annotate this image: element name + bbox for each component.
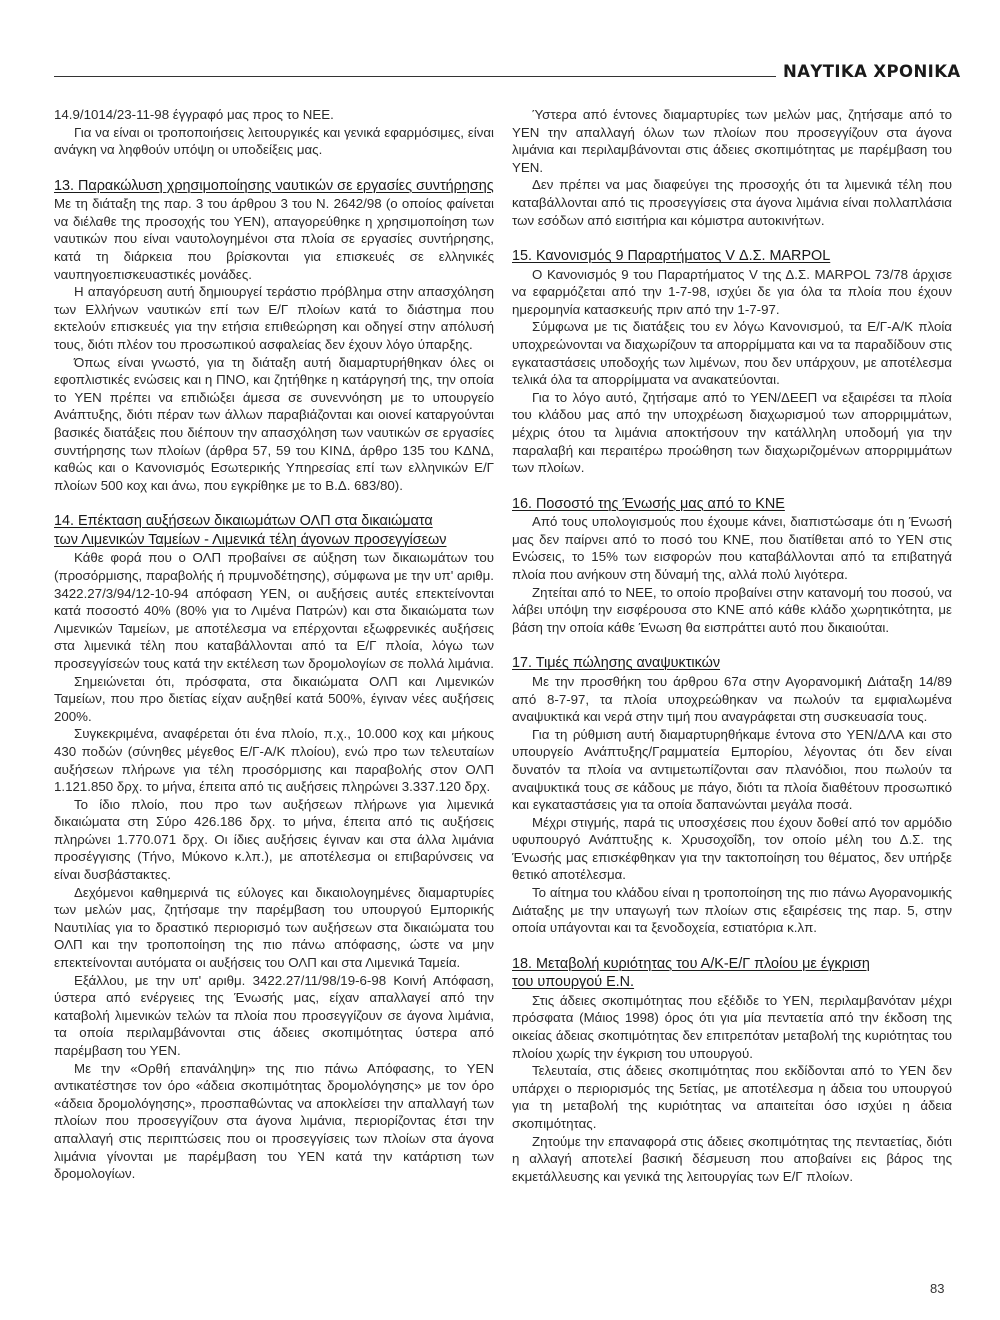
section-13-heading: 13. Παρακώλυση χρησιμοποίησης ναυτικών σε εργασίες συντήρησης (54, 177, 494, 194)
section-17-paragraph: Το αίτημα του κλάδου είναι η τροποποίηση της πιο πάνω Αγορανομικής Διάταξης με την υπαγωγή των πλοίων στις εξαιρέσεις της παρ. 5, στην οποία υπάγονται και τα ξενοδοχεία, εστιατόρια κ.λπ. (512, 885, 952, 936)
section-13-paragraph: Όπως είναι γνωστό, για τη διάταξη αυτή διαμαρτυρήθηκαν όλες οι εφοπλιστικές ενώσεις και η ΠΝΟ, και ζητήθηκε η κατάργησή της, την οποία το ΥΕΝ πρέπει να επιδιώξει άμεσα σε συνεννόηση με το υπουργείο Ανάπτυξης, διότι πέραν των άλλων παραβιάζονται και οιονεί καταργούνται βασικές διατάξεις που διέπουν την απασχόληση των ναυτικών σε εργασίες συντήρησης των πλοίων (άρθρα 57, 59 του ΚΙΝΔ, άρθρο 135 του ΚΔΝΔ, καθώς και ο Κανονισμός Εσωτερικής Υπηρεσίας επί των ελληνικών Ε/Γ πλοίων 500 κοχ και άνω, που εγκρίθηκε με το Β.Δ. 683/80). (54, 354, 494, 493)
section-18-paragraph: Τελευταία, στις άδειες σκοπιμότητας που εκδίδονται από το ΥΕΝ δεν υπάρχει ο περιορισμός της 5ετίας, με αποτέλεσμα η άδεια του υπουργού για τη μεταβολή της κυριότητας να απαιτείται όσο ισχύει η άδεια σκοπιμότητας. (512, 1063, 952, 1131)
continuation-paragraph: Δεν πρέπει να μας διαφεύγει της προσοχής ότι τα λιμενικά τέλη που καταβάλλονται από τις προσεγγίσεις στα άγονα λιμάνια είναι πολλαπλάσια των εσόδων από εισιτήρια και κόμιστρα αυτοκινήτων. (512, 177, 952, 228)
section-14-paragraph: Με την «Ορθή επανάληψη» της πιο πάνω Απόφασης, το ΥΕΝ αντικατέστησε τον όρο «άδεια σκοπιμότητας δρομολόγησης» με τον όρο «άδεια δρομολόγησης», προσπαθώντας να αποκλείσει την απαλλαγή των πλοίων που προσεγγίζουν στα άγονα λιμάνια, περιορίζοντας έτσι την απαλλαγή στις περιπτώσεις που οι προσεγγίσεις των πλοίων στα άγονα λιμάνια γίνονται με παρέμβαση του ΥΕΝ κατά την κατάρτιση των δρομολογίων. (54, 1060, 494, 1182)
section-17-paragraph: Με την προσθήκη του άρθρου 67α στην Αγορανομική Διάταξη 14/89 από 8-7-97, τα πλοία υποχρεώθηκαν να πωλούν τα εμφιαλωμένα αναψυκτικά και νερά στην τιμή που αναγράφεται στη συσκευασία τους. (512, 673, 952, 725)
section-15-paragraph: Για το λόγο αυτό, ζητήσαμε από το ΥΕΝ/ΔΕΕΠ να εξαιρέσει τα πλοία του κλάδου μας από την υποχρέωση διαχωρισμού των απορριμμάτων, μέχρις ότου τα λιμάνια αποκτήσουν την κατάλληλη υποδομή για την παραλαβή και περαιτέρω προώθηση των διαχωριζομένων απορριμμάτων των πλοίων. (512, 389, 952, 476)
section-15-paragraph: Σύμφωνα με τις διατάξεις του εν λόγω Κανονισμού, τα Ε/Γ-Α/Κ πλοία υποχρεώνονται να διαχωρίζουν τα απορρίμματα και να τα παραδίδουν στις εγκαταστάσεις υποδοχής των λιμένων, που δεν υπάρχουν, με αποτέλεσμα τελικά όλα τα απορρίμματα να ανακατεύονται. (512, 319, 952, 388)
section-14-paragraph: Το ίδιο πλοίο, που προ των αυξήσεων πλήρωνε για λιμενικά δικαιώματα στη Σύρο 426.186 δρχ. το μήνα, έπειτα από τις αυξήσεις πληρώνει 1.770.071 δρχ. Οι ίδιες αυξήσεις έγιναν και στα άλλα λιμάνια προσέγγισης (Τήνο, Μύκονο κ.λπ.), με αποτέλεσμα οι επιβαρύνσεις να είναι δυσβάστακτες. (54, 796, 494, 883)
section-18-paragraph: Στις άδειες σκοπιμότητας που εξέδιδε το ΥΕΝ, περιλαμβανόταν μέχρι πρόσφατα (Μάιος 1998) όρος ότι για μία πενταετία από την έκδοση της οικείας άδειας σκοπιμότητας δεν επιτρεπόταν μεταβολή της κυριότητας του πλοίου χωρίς την έγκριση του υπουργού. (512, 992, 952, 1061)
section-13-paragraph: Με τη διάταξη της παρ. 3 του άρθρου 3 του Ν. 2642/98 (ο οποίος φαίνεται να διέλαθε της προσοχής του ΥΕΝ), απαγορεύθηκε η χρησιμοποίηση των ναυτικών που είναι ναυτολογημένοι στα πλοία σε εργασίες συντήρησης, κατά τη διάρκεια που βρίσκονται για επισκευές σε ελληνικές ναυπηγοεπισκευαστικές μονάδες. (54, 196, 494, 282)
page-number: 83 (930, 1281, 945, 1296)
section-18-heading (512, 955, 952, 992)
section-17-heading: 17. Τιμές πώλησης αναψυκτικών (512, 655, 721, 672)
right-column (512, 106, 952, 1185)
running-title: ΝΑΥΤΙΚΑ ΧΡΟΝΙΚΑ (783, 62, 961, 81)
section-17-paragraph: Μέχρι στιγμής, παρά τις υποσχέσεις που έχουν δοθεί από τον αρμόδιο υφυπουργό Ανάπτυξης κ. Χρυσοχοΐδη, τον οποίο μέλη του Δ.Σ. της Ένωσής μας επισκέφθηκαν για την τακτοποίηση του θέματος, δεν υπήρξε θετικό αποτέλεσμα. (512, 814, 952, 883)
section-17-paragraph: Για τη ρύθμιση αυτή διαμαρτυρηθήκαμε έντονα στο ΥΕΝ/ΔΛΑ και στο υπουργείο Ανάπτυξης/Γραμματεία Εμπορίου, λέγοντας ότι δεν είναι δυνατόν τα πλοία να αντιμετωπίζονται σαν πλανόδιοι, που πωλούν τα αναψυκτικά τους σε κάδους με πάγο, διότι τα πλοία διαθέτουν προσωπικό και εγκαταστάσεις για τα οποία δαπανώνται μεγάλα ποσά. (512, 726, 952, 813)
section-16-paragraph: Από τους υπολογισμούς που έχουμε κάνει, διαπιστώσαμε ότι η Ένωσή μας δεν παίρνει από το ποσό του ΚΝΕ, που διατίθεται από το ΥΕΝ στις Ενώσεις, το 15% των εισφορών που καταβάλλονται από τα επιβατηγά πλοία που ανήκουν στη δύναμή της, αλλά πολύ λιγότερα. (512, 514, 952, 583)
section-18-heading-line-1: 18. Μεταβολή κυριότητας του Α/Κ-Ε/Γ πλοίου με έγκριση (512, 955, 870, 972)
section-16-heading: 16. Ποσοστό της Ένωσής μας από το ΚΝΕ (512, 495, 785, 512)
section-14-paragraph: Εξάλλου, με την υπ' αριθμ. 3422.27/11/98/19-6-98 Κοινή Απόφαση, ύστερα από ενέργειες της Ένωσής μας, είχαν απαλλαγεί από την καταβολή λιμενικών τελών τα πλοία που προσεγγίζουν σε άγονα λιμάνια, τα οποία περιλαμβάνονται στις άδειες σκοπιμότητας ύστερα από παρέμβαση του ΥΕΝ. (54, 972, 494, 1058)
intro-paragraph-1: 14.9/1014/23-11-98 έγγραφό μας προς το ΝΕΕ. (54, 107, 334, 122)
intro-paragraph-2: Για να είναι οι τροποποιήσεις λειτουργικές και γενικά εφαρμόσιμες, είναι ανάγκη να ληφθούν υπόψη οι υποδείξεις μας. (54, 124, 494, 158)
section-18-paragraph: Ζητούμε την επαναφορά στις άδειες σκοπιμότητας της πενταετίας, διότι η αλλαγή αποτελεί βασική δέσμευση που αποβαίνει εις βάρος της εκμετάλλευσης και γενικά της λειτουργίας των Ε/Γ πλοίων. (512, 1133, 952, 1184)
section-14-paragraph: Κάθε φορά που ο ΟΛΠ προβαίνει σε αύξηση των δικαιωμάτων του (προσόρμισης, παραβολής ή πρυμνοδέτησης), σύμφωνα με την υπ' αριθμ. 3422.27/3/94/12-10-94 απόφαση ΥΕΝ, οι αυξήσεις αυτές επεκτείνονται κατά ποσοστό 40% (80% για το Λιμένα Πατρών) και στα δικαιώματα των Λιμενικών Ταμείων, με αποτέλεσμα να επέρχονται εξωφρενικές αυξήσεις στα λιμενικά τέλη που καταβάλλονται από τα Ε/Γ πλοία, λόγω των προσεγγίσεών τους κατά την εκτέλεση των δρομολογίων σε πολλά λιμάνια. (54, 550, 494, 671)
section-14-heading-line-2: των Λιμενικών Ταμείων - Λιμενικά τέλη άγονων προσεγγίσεων (54, 531, 447, 548)
section-14-paragraph: Δεχόμενοι καθημερινά τις εύλογες και δικαιολογημένες διαμαρτυρίες των μελών μας, ζητήσαμε την παρέμβαση του υπουργού Εμπορικής Ναυτιλίας για το δραστικό περιορισμό των αυξήσεων στα δικαιώματα του ΟΛΠ και την τροποποίηση της πιο πάνω απόφασης, ώστε να μην επεκτείνονται αυτόματα οι αυξήσεις του ΟΛΠ και στα Λιμενικά Ταμεία. (54, 884, 494, 971)
section-14-paragraph: Συγκεκριμένα, αναφέρεται ότι ένα πλοίο, π.χ., 10.000 κοχ και μήκους 430 ποδών (σύνηθες μέγεθος Ε/Γ-Α/Κ πλοίου), ενώ προ των τελευταίων αυξήσεων πλήρωνε για τέλη προσόρμισης και παραβολής στον ΟΛΠ 1.121.850 δρχ. το μήνα, έπειτα από τις αυξήσεις πληρώνει 3.337.120 δρχ. (54, 726, 494, 795)
header-rule (54, 76, 776, 77)
section-14-paragraph: Σημειώνεται ότι, πρόσφατα, στα δικαιώματα ΟΛΠ και Λιμενικών Ταμείων, που προ διετίας είχαν αυξηθεί κατά 500%, έγιναν νέες αυξήσεις 200%. (54, 673, 494, 724)
section-18-heading-line-2: του υπουργού Ε.Ν. (512, 974, 635, 991)
continuation-paragraph: Ύστερα από έντονες διαμαρτυρίες των μελών μας, ζητήσαμε από το ΥΕΝ την απαλλαγή όλων των πλοίων που προσεγγίζουν στα άγονα λιμάνια και περιλαμβάνονται στις άδειες σκοπιμότητας με παρέμβαση του ΥΕΝ. (512, 107, 952, 175)
section-15-paragraph: Ο Κανονισμός 9 του Παραρτήματος V της Δ.Σ. MARPOL 73/78 άρχισε να εφαρμόζεται από την 1-7-98, ισχύει δε για όλα τα πλοία που έχουν ημερομηνία κατασκευής πριν από την 1-7-97. (512, 266, 952, 317)
section-16-paragraph: Ζητείται από το ΝΕΕ, το οποίο προβαίνει στην κατανομή του ποσού, να λάβει υπόψη την εισφέρουσα στο ΚΝΕ από κάθε κλάδο χωρητικότητα, με βάση την οποία κάθε Ένωση θα εισπράττει αυτό που δικαιούται. (512, 584, 952, 635)
section-13-paragraph: Η απαγόρευση αυτή δημιουργεί τεράστιο πρόβλημα στην απασχόληση των Ελλήνων ναυτικών επί των Ε/Γ πλοίων κατά το διάστημα που εκτελούν επισκευές για την ετήσια επιθεώρηση και οδηγεί στην απόλυσή τους, διότι πλέον του προσωπικού ασφαλείας δεν έχουν λόγο ύπαρξης. (54, 284, 494, 353)
left-column (54, 106, 494, 1183)
section-15-heading: 15. Κανονισμός 9 Παραρτήματος V Δ.Σ. MARPOL (512, 248, 831, 265)
section-14-heading-line-1: 14. Επέκταση αυξήσεων δικαιωμάτων ΟΛΠ στα δικαιώματα (54, 513, 433, 530)
section-14-heading (54, 512, 494, 549)
